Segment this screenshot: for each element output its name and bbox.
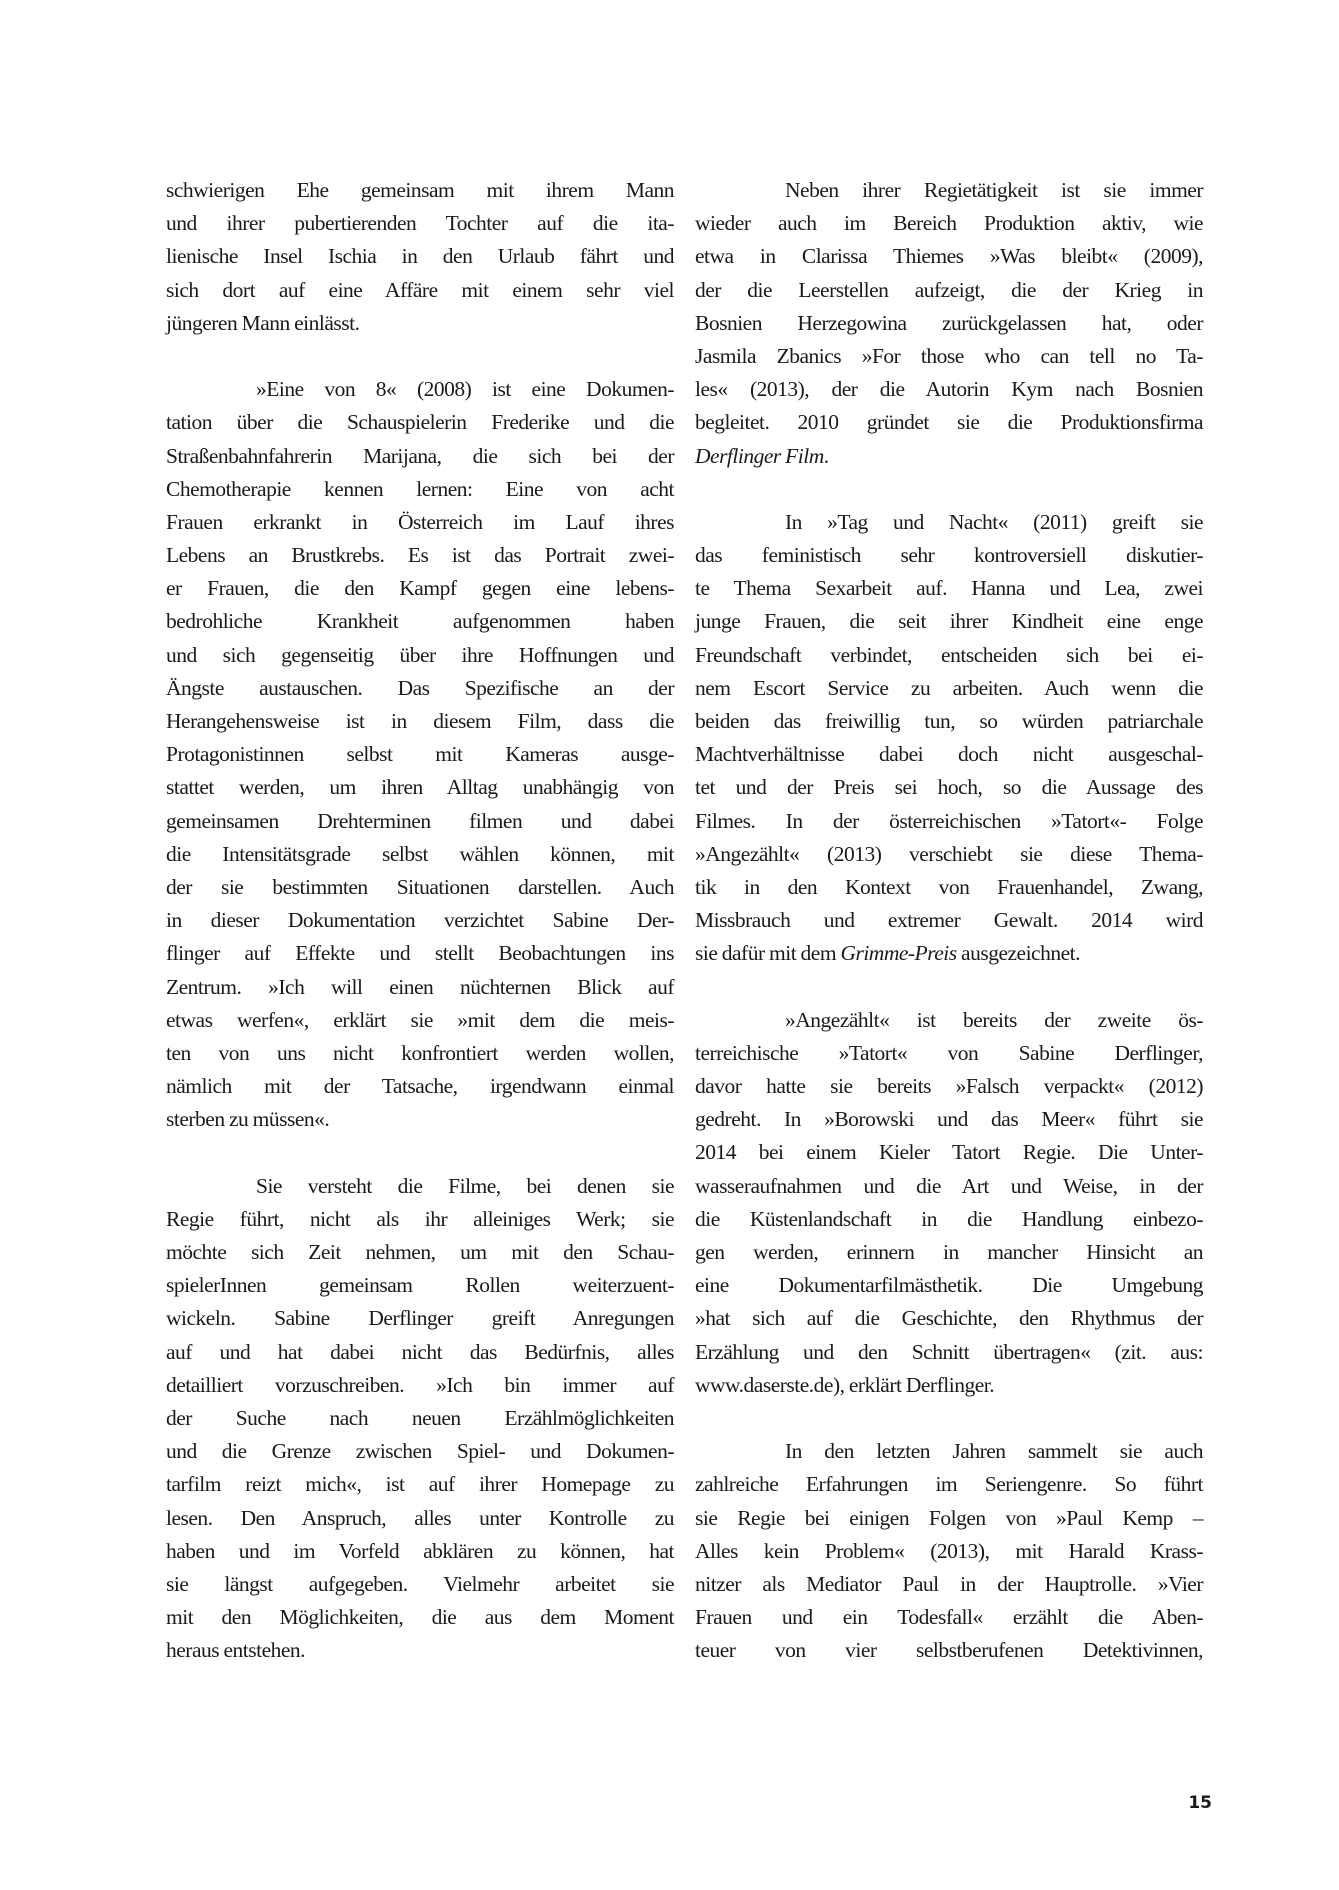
text-line: der die Leerstellen aufzeigt, die der Krieg in [695,277,1203,302]
text-line: nem Escort Service zu arbeiten. Auch wenn die [695,675,1203,700]
text-line: in dieser Dokumentation verzichtet Sabine Der- [166,908,674,933]
text-line: terreichische »Tatort« von Sabine Derflinger, [695,1040,1203,1065]
text-line: Regie führt, nicht als ihr alleiniges Werk; sie [166,1206,674,1231]
text-line: etwas werfen«, erklärt sie »mit dem die meis- [166,1007,674,1032]
text-line: Straßenbahnfahrerin Marijana, die sich bei der [166,443,674,468]
text-line [695,937,1203,970]
paragraph-gap [695,971,1203,1004]
text-line: »Angezählt« ist bereits der zweite ös- [785,1007,1203,1032]
paragraph-gap [695,1402,1203,1435]
text-run: ausgezeichnet. [956,941,1080,966]
text-line: zahlreiche Erfahrungen im Seriengenre. So führt [695,1472,1203,1497]
text-line: auf und hat dabei nicht das Bedürfnis, alles [166,1339,674,1364]
text-line: stattet werden, um ihren Alltag unabhängig von [166,775,674,800]
text-line: ten von uns nicht konfrontiert werden wollen, [166,1040,674,1065]
text-line: davor hatte sie bereits »Falsch verpackt« (2012) [695,1074,1203,1099]
text-line: Sie versteht die Filme, bei denen sie [256,1173,674,1198]
text-line: sich dort auf eine Affäre mit einem sehr viel [166,277,674,302]
text-line: tik in den Kontext von Frauenhandel, Zwang, [695,874,1203,899]
text-line: In den letzten Jahren sammelt sie auch [785,1439,1203,1464]
text-line: die Küstenlandschaft in die Handlung einbezo- [695,1206,1203,1231]
text-line: Missbrauch und extremer Gewalt. 2014 wird [695,908,1203,933]
text-line: »Angezählt« (2013) verschiebt sie diese Thema- [695,841,1203,866]
text-line: mit den Möglichkeiten, die aus dem Moment [166,1605,674,1630]
text-line: Freundschaft verbindet, entscheiden sich bei ei- [695,642,1203,667]
text-line: beiden das freiwillig tun, so würden patriarchale [695,709,1203,733]
text-line: lesen. Den Anspruch, alles unter Kontrolle zu [166,1505,674,1530]
text-line: Frauen erkrankt in Österreich im Lauf ihres [166,509,674,534]
text-line: »hat sich auf die Geschichte, den Rhythmus der [695,1306,1203,1331]
text-line: etwa in Clarissa Thiemes »Was bleibt« (2009), [695,244,1203,269]
text-line: sterben zu müssen«. [166,1107,330,1132]
text-line: tet und der Preis sei hoch, so die Aussage des [695,775,1203,800]
text-line: Neben ihrer Regietätigkeit ist sie immer [785,178,1203,202]
text-line: junge Frauen, die seit ihrer Kindheit eine enge [695,609,1203,634]
text-line: te Thema Sexarbeit auf. Hanna und Lea, zwei [695,576,1203,601]
text-line: jüngeren Mann einlässt. [166,310,360,335]
text-line: eine Dokumentarfilmästhetik. Die Umgebung [695,1273,1203,1298]
text-line: er Frauen, die den Kampf gegen eine lebens- [166,576,674,601]
text-line: Protagonistinnen selbst mit Kameras ausge- [166,742,674,767]
text-run: . [823,443,829,468]
text-line: die Intensitätsgrade selbst wählen können, mit [166,841,674,866]
text-line: In »Tag und Nacht« (2011) greift sie [785,509,1203,534]
paragraph-gap [166,340,674,373]
text-line: und sich gegenseitig über ihre Hoffnungen und [166,642,674,667]
text-line: nämlich mit der Tatsache, irgendwann einmal [166,1074,674,1099]
text-line: »Eine von 8« (2008) ist eine Dokumen- [256,377,674,402]
text-line: Lebens an Brustkrebs. Es ist das Portrait zwei- [166,543,674,568]
text-line: wasseraufnahmen und die Art und Weise, in der [695,1173,1203,1198]
text-line [695,440,1203,473]
text-line: Erzählung und den Schnitt übertragen« (zit. aus: [695,1339,1203,1364]
text-line: gen werden, erinnern in mancher Hinsicht an [695,1240,1203,1264]
text-line: gemeinsamen Drehterminen filmen und dabei [166,808,674,833]
text-line: www.daserste.de), erklärt Derflinger. [695,1372,995,1397]
text-line: Alles kein Problem« (2013), mit Harald Krass- [695,1538,1203,1563]
text-line: sie längst aufgegeben. Vielmehr arbeitet sie [166,1571,674,1596]
text-line: begleitet. 2010 gründet sie die Produktionsfirma [695,410,1203,435]
text-line: wieder auch im Bereich Produktion aktiv, wie [695,211,1203,236]
text-line: les« (2013), der die Autorin Kym nach Bosnien [695,377,1203,402]
page-number: 15 [1188,1793,1212,1813]
text-line: lienische Insel Ischia in den Urlaub fährt und [166,244,674,269]
text-line: haben und im Vorfeld abklären zu können, hat [166,1538,674,1563]
paragraph-gap [166,1136,674,1169]
text-run: sie dafür mit dem [695,941,841,966]
text-line: Jasmila Zbanics »For those who can tell no Ta- [695,343,1203,368]
text-line: nitzer als Mediator Paul in der Hauptrolle. »Vier [695,1571,1203,1596]
text-line: 2014 bei einem Kieler Tatort Regie. Die Unter- [695,1140,1203,1165]
text-line: das feministisch sehr kontroversiell diskutier- [695,543,1203,568]
text-line: Herangehensweise ist in diesem Film, dass die [166,709,674,733]
text-line: Chemotherapie kennen lernen: Eine von acht [166,476,674,501]
text-line: gedreht. In »Borowski und das Meer« führt sie [695,1107,1203,1132]
italic-text: Grimme-Preis [840,941,957,966]
text-line: der sie bestimmten Situationen darstellen. Auch [166,874,674,899]
text-line: detailliert vorzuschreiben. »Ich bin immer auf [166,1372,674,1397]
text-line: teuer von vier selbstberufenen Detektivinnen, [695,1638,1203,1663]
right-text-column [695,174,1203,1667]
text-line: bedrohliche Krankheit aufgenommen haben [166,609,674,634]
paragraph-gap [695,473,1203,506]
text-line: Ängste austauschen. Das Spezifische an der [166,675,674,700]
text-line: schwierigen Ehe gemeinsam mit ihrem Mann [166,178,674,202]
text-line: Filmes. In der österreichischen »Tatort«- Folge [695,808,1203,833]
text-line: tarfilm reizt mich«, ist auf ihrer Homepage zu [166,1472,674,1497]
text-line: tation über die Schauspielerin Frederike und die [166,410,674,435]
text-line: Frauen und ein Todesfall« erzählt die Aben- [695,1605,1203,1630]
text-line: und die Grenze zwischen Spiel- und Dokumen- [166,1439,674,1464]
left-text-column [166,174,674,1667]
text-line: heraus entstehen. [166,1638,306,1663]
text-line: flinger auf Effekte und stellt Beobachtungen ins [166,941,674,966]
text-line: Zentrum. »Ich will einen nüchternen Blick auf [166,974,674,999]
text-line: sie Regie bei einigen Folgen von »Paul Kemp – [695,1505,1203,1530]
text-line: spielerInnen gemeinsam Rollen weiterzuent- [166,1273,674,1298]
text-line: Bosnien Herzegowina zurückgelassen hat, oder [695,310,1203,335]
text-line: und ihrer pubertierenden Tochter auf die ita- [166,211,674,236]
italic-text: Derflinger Film [695,443,824,468]
text-line: der Suche nach neuen Erzählmöglichkeiten [166,1405,674,1430]
text-line: möchte sich Zeit nehmen, um mit den Schau- [166,1240,674,1264]
text-line: wickeln. Sabine Derflinger greift Anregungen [166,1306,674,1331]
text-line: Machtverhältnisse dabei doch nicht ausgeschal- [695,742,1203,767]
